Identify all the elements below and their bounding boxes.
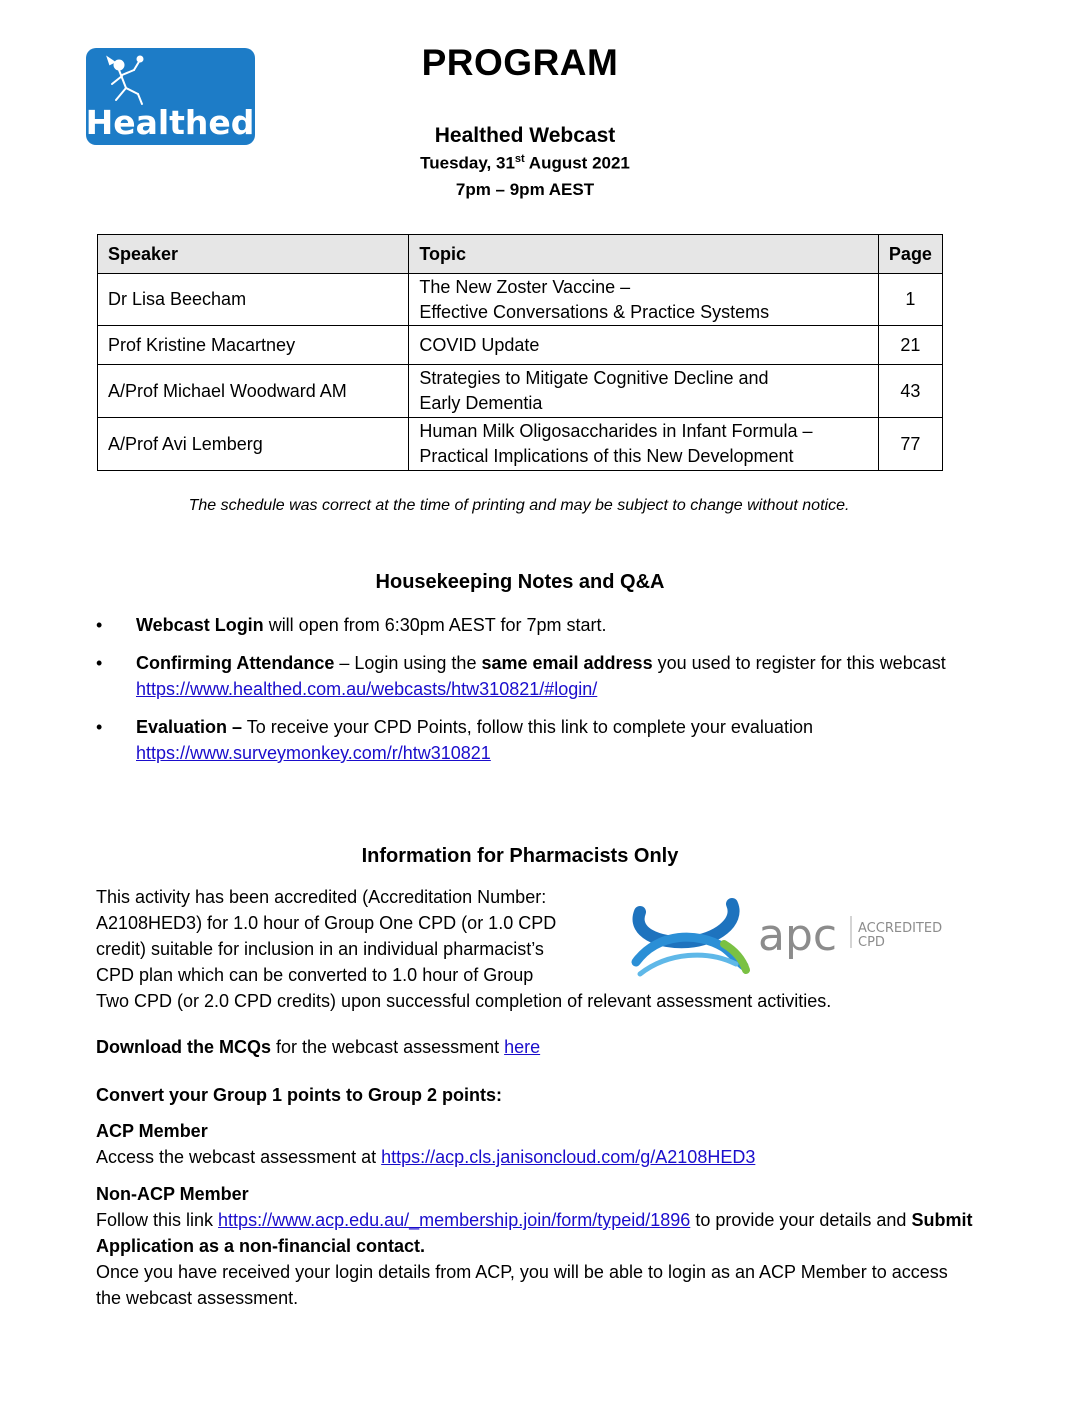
table-row xyxy=(98,274,943,326)
accreditation-text: This activity has been accredited (Accreditation Number: A2108HED3) for 1.0 hour of Group One CPD (or 1.0 CPD credit) suitable for inclusion in an individual pharmacist’s CPD plan which can be converted to 1.0 hour of Group Two CPD (or 2.0 CPD credits) upon successful completion of relevant assessment activities. xyxy=(96,887,832,1011)
schedule-disclaimer: The schedule was correct at the time of printing and may be subject to change without notice. xyxy=(188,497,850,514)
speaker-cell: Prof Kristine Macartney xyxy=(98,326,409,365)
topic-cell: Strategies to Mitigate Cognitive Decline and Early Dementia xyxy=(409,365,879,418)
housekeeping-heading: Housekeeping Notes and Q&A xyxy=(375,571,665,593)
housekeeping-list xyxy=(96,612,956,778)
page-cell: 21 xyxy=(878,326,942,365)
non-acp-member-section: Non-ACP Member Follow this link https://www.acp.edu.au/_membership.join/form/typeid/1896 to provide your details and Submit Application as a non-financial contact. Once you have received your login details from ACP, you will be able to login as an ACP Member to access the webcast assessment. xyxy=(96,1181,976,1311)
non-acp-member-heading: Non-ACP Member xyxy=(96,1184,249,1204)
topic-cell: Human Milk Oligosaccharides in Infant Formula – Practical Implications of this New Development xyxy=(409,418,879,471)
table-row xyxy=(98,418,943,471)
pharmacists-heading: Information for Pharmacists Only xyxy=(361,845,679,867)
acp-member-section: ACP Member Access the webcast assessment at https://acp.cls.janisoncloud.com/g/A2108HED3 xyxy=(96,1118,976,1170)
apc-swirl-icon xyxy=(628,892,958,982)
acp-member-heading: ACP Member xyxy=(96,1121,208,1141)
topic-cell: The New Zoster Vaccine – Effective Conversations & Practice Systems xyxy=(409,274,879,326)
topic-cell: COVID Update xyxy=(409,326,879,365)
apc-accredited-logo xyxy=(628,892,958,982)
list-item: • Evaluation – To receive your CPD Points, follow this link to complete your evaluation https://www.surveymonkey.com/r/htw310821 xyxy=(96,714,956,766)
list-item: • Confirming Attendance – Login using the same email address you used to register for this webcast https://www.healthed.com.au/webcasts/htw310821/#login/ xyxy=(96,650,956,702)
convert-points-heading: Convert your Group 1 points to Group 2 points: xyxy=(96,1085,502,1105)
bullet-icon: • xyxy=(96,717,103,737)
page-cell: 1 xyxy=(878,274,942,326)
column-header-page: Page xyxy=(878,235,942,274)
page-title: PROGRAM xyxy=(421,42,619,83)
page-cell: 43 xyxy=(878,365,942,418)
table-row xyxy=(98,326,943,365)
acp-assessment-link[interactable]: https://acp.cls.janisoncloud.com/g/A2108HED3 xyxy=(381,1147,756,1167)
bullet-icon: • xyxy=(96,653,103,673)
speaker-cell: Dr Lisa Beecham xyxy=(98,274,409,326)
bullet-icon: • xyxy=(96,615,103,635)
evaluation-link[interactable]: https://www.surveymonkey.com/r/htw310821 xyxy=(136,743,491,763)
speaker-cell: A/Prof Avi Lemberg xyxy=(98,418,409,471)
download-mcqs-link[interactable]: here xyxy=(504,1037,541,1057)
table-header-row xyxy=(98,235,943,274)
event-date: Tuesday, 31st August 2021 xyxy=(420,153,630,173)
svg-text:ACCREDITED: ACCREDITED xyxy=(858,921,943,936)
svg-text:CPD: CPD xyxy=(858,935,885,950)
acp-membership-link[interactable]: https://www.acp.edu.au/_membership.join/form/typeid/1896 xyxy=(218,1210,691,1230)
webcast-login-link[interactable]: https://www.healthed.com.au/webcasts/htw310821/#login/ xyxy=(136,679,598,699)
column-header-topic: Topic xyxy=(409,235,879,274)
list-item: • Webcast Login will open from 6:30pm AEST for 7pm start. xyxy=(96,612,956,638)
column-header-speaker: Speaker xyxy=(98,235,409,274)
event-name: Healthed Webcast xyxy=(434,124,616,147)
speaker-cell: A/Prof Michael Woodward AM xyxy=(98,365,409,418)
program-table xyxy=(97,234,943,471)
event-time: 7pm – 9pm AEST xyxy=(455,180,595,199)
download-mcqs-line: Download the MCQs for the webcast assessment here xyxy=(96,1037,541,1057)
svg-text:apc: apc xyxy=(758,910,838,961)
table-row xyxy=(98,365,943,418)
page-cell: 77 xyxy=(878,418,942,471)
svg-text:Healthed: Healthed xyxy=(86,103,255,142)
